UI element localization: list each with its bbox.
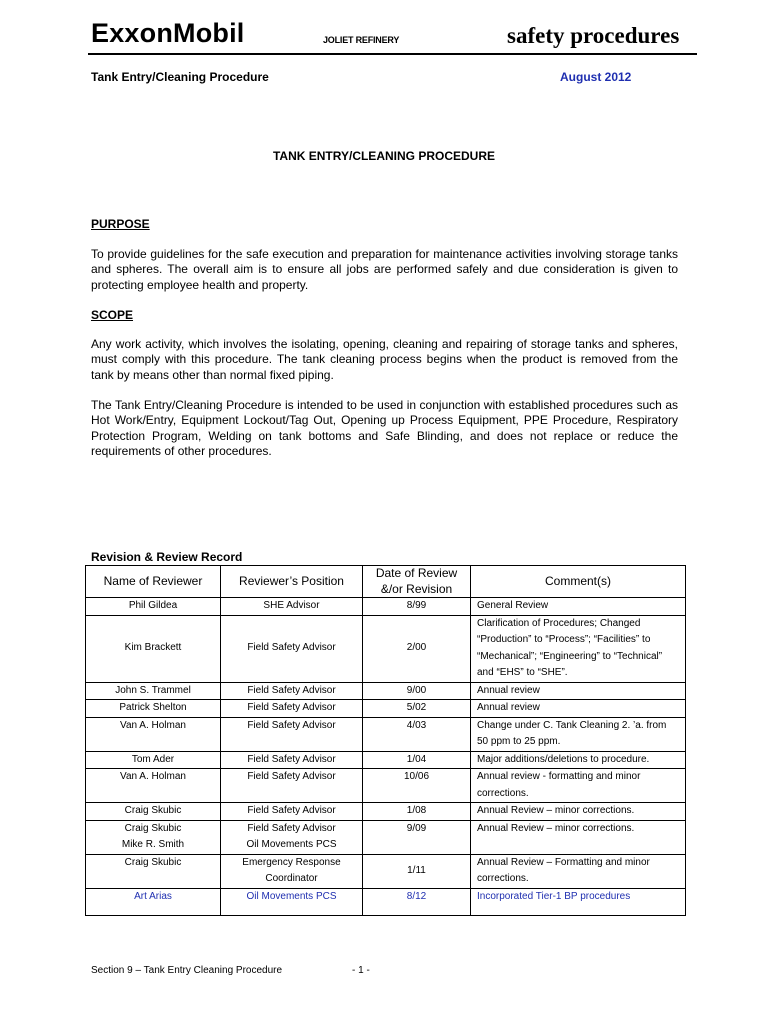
review-date: 8/99: [363, 598, 471, 616]
reviewer-position: Field Safety Advisor: [221, 751, 363, 769]
review-comment: Incorporated Tier-1 BP procedures: [471, 888, 686, 915]
scope-paragraph-2: The Tank Entry/Cleaning Procedure is intended to be used in conjunction with established procedures such as Hot Work/Entry, Equipment Lockout/Tag Out, Opening up Process Equipment, PPE Procedure, Respiratory Protection Program, Welding on tank bottoms and Safe Blinding, and does not replace or reduce the requirements of other procedures.: [91, 398, 678, 458]
table-row: [86, 769, 686, 803]
review-comment: Annual review: [471, 682, 686, 700]
table-row: [86, 700, 686, 718]
purpose-text: To provide guidelines for the safe execution and preparation for maintenance activities involving storage tanks and spheres. The overall aim is to ensure all jobs are performed safely and due consideration is given to protecting employee health and property.: [91, 247, 678, 292]
column-header: Comment(s): [471, 566, 686, 598]
reviewer-name: Van A. Holman: [86, 769, 221, 803]
table-header-row: [86, 566, 686, 598]
reviewer-position: Field Safety Advisor: [221, 769, 363, 803]
review-comment: Annual Review – minor corrections.: [471, 803, 686, 821]
table-row: [86, 615, 686, 682]
site-name: JOLIET REFINERY: [323, 35, 400, 45]
reviewer-name: Craig Skubic: [86, 854, 221, 888]
review-date: 10/06: [363, 769, 471, 803]
reviewer-name: [86, 820, 221, 854]
page-number: - 1 -: [352, 965, 370, 976]
reviewer-position: SHE Advisor: [221, 598, 363, 616]
reviewer-name: Tom Ader: [86, 751, 221, 769]
table-row: [86, 820, 686, 854]
reviewer-name: Kim Brackett: [86, 615, 221, 682]
reviewer-position: Field Safety Advisor: [221, 803, 363, 821]
reviewer-position: Oil Movements PCS: [221, 888, 363, 915]
reviewer-name: Phil Gildea: [86, 598, 221, 616]
review-comment: Clarification of Procedures; Changed “Production” to “Process”; “Facilities” to “Mechanical”; “Engineering” to “Technical” and “EHS” to “SHE”.: [471, 615, 686, 682]
reviewer-name-line-2: Mike R. Smith: [121, 839, 185, 850]
table-row: [86, 803, 686, 821]
column-header: Name of Reviewer: [86, 566, 221, 598]
review-comment: Change under C. Tank Cleaning 2. ’a. from 50 ppm to 25 ppm.: [471, 717, 686, 751]
review-comment: Annual review: [471, 700, 686, 718]
header-title: safety procedures: [507, 23, 680, 48]
scope-heading: SCOPE: [91, 308, 134, 322]
table-row: [86, 682, 686, 700]
reviewer-position: Emergency Response Coordinator: [221, 854, 363, 888]
review-date: 1/11: [363, 854, 471, 888]
table-row: [86, 751, 686, 769]
footer-section-label: Section 9 – Tank Entry Cleaning Procedure: [91, 965, 283, 976]
review-date: 9/00: [363, 682, 471, 700]
table-row: [86, 854, 686, 888]
review-date: 1/08: [363, 803, 471, 821]
review-comment: Annual review - formatting and minor corrections.: [471, 769, 686, 803]
reviewer-name: Patrick Shelton: [86, 700, 221, 718]
scope-paragraph-1: Any work activity, which involves the isolating, opening, cleaning and repairing of storage tanks and spheres, must comply with this procedure. The tank cleaning process begins when the product is removed from the tank by means other than normal fixed piping.: [91, 337, 678, 382]
document-title: TANK ENTRY/CLEANING PROCEDURE: [272, 149, 495, 163]
review-date: 2/00: [363, 615, 471, 682]
reviewer-name: Craig Skubic: [86, 803, 221, 821]
column-header: Date of Review &/or Revision: [363, 566, 471, 598]
review-comment: General Review: [471, 598, 686, 616]
reviewer-position: Field Safety Advisor: [221, 615, 363, 682]
table-row: [86, 598, 686, 616]
review-comment: Annual Review – Formatting and minor corrections.: [471, 854, 686, 888]
reviewer-name-line-1: Craig Skubic: [124, 822, 182, 834]
reviewer-position: Field Safety Advisor: [221, 717, 363, 751]
column-header: Reviewer’s Position: [221, 566, 363, 598]
review-comment: Major additions/deletions to procedure.: [471, 751, 686, 769]
reviewer-name: John S. Trammel: [86, 682, 221, 700]
review-date: 4/03: [363, 717, 471, 751]
table-row: [86, 888, 686, 915]
revision-date: August 2012: [560, 70, 632, 84]
table-row: [86, 717, 686, 751]
procedure-name: Tank Entry/Cleaning Procedure: [91, 70, 269, 84]
reviewer-position-line-1: Field Safety Advisor: [247, 822, 336, 834]
revision-record-table: [85, 565, 686, 916]
reviewer-position: Field Safety Advisor: [221, 700, 363, 718]
review-date: 5/02: [363, 700, 471, 718]
reviewer-position-line-2: Oil Movements PCS: [246, 839, 337, 850]
reviewer-position: Field Safety Advisor: [221, 682, 363, 700]
review-date: 1/04: [363, 751, 471, 769]
reviewer-name: Van A. Holman: [86, 717, 221, 751]
review-date: 8/12: [363, 888, 471, 915]
reviewer-position: [221, 820, 363, 854]
review-date: 9/09: [363, 820, 471, 854]
reviewer-name: Art Arias: [86, 888, 221, 915]
revision-record-caption: Revision & Review Record: [91, 550, 243, 564]
header-rule: [88, 53, 697, 55]
review-comment: Annual Review – minor corrections.: [471, 820, 686, 854]
purpose-heading: PURPOSE: [91, 217, 150, 231]
company-logo: ExxonMobil: [91, 18, 245, 48]
